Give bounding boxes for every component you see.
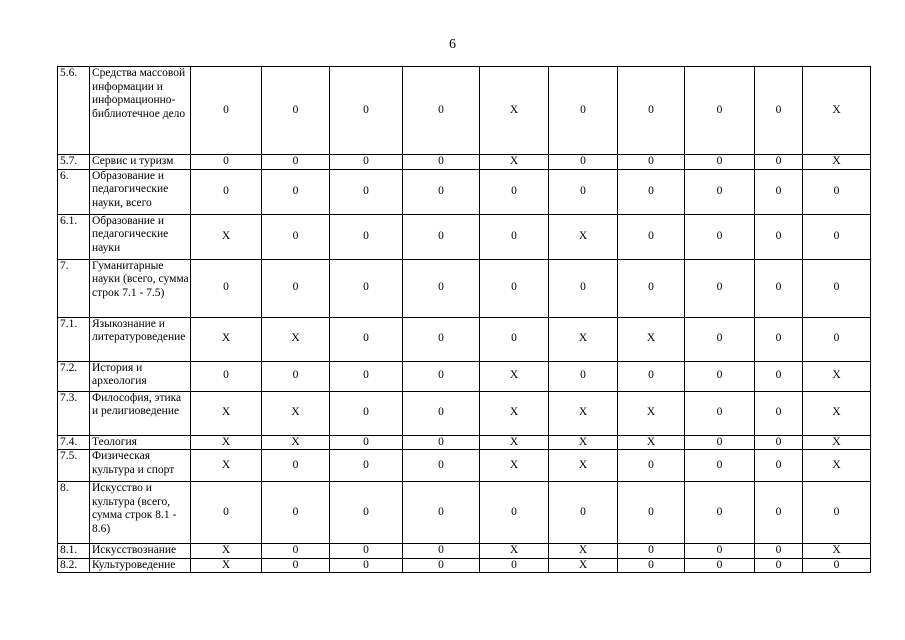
row-name: Теология bbox=[90, 435, 191, 450]
row-name: Культуроведение bbox=[90, 558, 191, 573]
value-cell: 0 bbox=[480, 317, 549, 361]
value-cell: 0 bbox=[330, 482, 403, 544]
value-cell: X bbox=[191, 544, 262, 559]
value-cell: 0 bbox=[262, 544, 330, 559]
value-cell: 0 bbox=[549, 482, 618, 544]
row-code: 6.1. bbox=[58, 214, 90, 259]
row-code: 7. bbox=[58, 259, 90, 317]
value-cell: 0 bbox=[191, 67, 262, 155]
value-cell: X bbox=[191, 435, 262, 450]
value-cell: 0 bbox=[755, 558, 803, 573]
row-name: Средства массовой информации и информационно-библиотечное дело bbox=[90, 67, 191, 155]
value-cell: 0 bbox=[262, 169, 330, 214]
value-cell: 0 bbox=[480, 214, 549, 259]
value-cell: 0 bbox=[618, 544, 685, 559]
row-name: История и археология bbox=[90, 361, 191, 391]
row-code: 8.2. bbox=[58, 558, 90, 573]
value-cell: X bbox=[480, 450, 549, 482]
value-cell: 0 bbox=[618, 214, 685, 259]
value-cell: 0 bbox=[803, 558, 871, 573]
value-cell: 0 bbox=[191, 482, 262, 544]
row-code: 7.3. bbox=[58, 391, 90, 435]
value-cell: 0 bbox=[403, 391, 480, 435]
value-cell: X bbox=[480, 435, 549, 450]
value-cell: 0 bbox=[755, 67, 803, 155]
table-row bbox=[58, 214, 871, 259]
value-cell: 0 bbox=[803, 169, 871, 214]
row-code: 8. bbox=[58, 482, 90, 544]
value-cell: 0 bbox=[403, 482, 480, 544]
row-name: Физическая культура и спорт bbox=[90, 450, 191, 482]
value-cell: 0 bbox=[685, 155, 755, 170]
value-cell: 0 bbox=[803, 259, 871, 317]
value-cell: 0 bbox=[262, 214, 330, 259]
value-cell: 0 bbox=[262, 361, 330, 391]
value-cell: 0 bbox=[618, 67, 685, 155]
value-cell: 0 bbox=[755, 169, 803, 214]
table-row bbox=[58, 155, 871, 170]
value-cell: 0 bbox=[549, 259, 618, 317]
value-cell: 0 bbox=[685, 450, 755, 482]
value-cell: 0 bbox=[403, 155, 480, 170]
value-cell: 0 bbox=[262, 67, 330, 155]
value-cell: 0 bbox=[330, 317, 403, 361]
value-cell: X bbox=[480, 391, 549, 435]
value-cell: 0 bbox=[618, 259, 685, 317]
value-cell: X bbox=[480, 361, 549, 391]
value-cell: X bbox=[803, 67, 871, 155]
row-code: 8.1. bbox=[58, 544, 90, 559]
value-cell: 0 bbox=[685, 67, 755, 155]
value-cell: 0 bbox=[803, 482, 871, 544]
value-cell: X bbox=[480, 67, 549, 155]
value-cell: 0 bbox=[755, 317, 803, 361]
value-cell: X bbox=[549, 391, 618, 435]
row-code: 7.4. bbox=[58, 435, 90, 450]
table-row bbox=[58, 259, 871, 317]
value-cell: X bbox=[480, 155, 549, 170]
value-cell: X bbox=[191, 391, 262, 435]
value-cell: X bbox=[191, 450, 262, 482]
row-code: 7.2. bbox=[58, 361, 90, 391]
value-cell: 0 bbox=[755, 214, 803, 259]
value-cell: 0 bbox=[330, 214, 403, 259]
row-code: 7.5. bbox=[58, 450, 90, 482]
value-cell: 0 bbox=[330, 544, 403, 559]
value-cell: 0 bbox=[330, 259, 403, 317]
value-cell: 0 bbox=[330, 67, 403, 155]
value-cell: 0 bbox=[403, 259, 480, 317]
row-name: Философия, этика и религиоведение bbox=[90, 391, 191, 435]
row-code: 6. bbox=[58, 169, 90, 214]
value-cell: X bbox=[618, 391, 685, 435]
value-cell: X bbox=[549, 558, 618, 573]
value-cell: X bbox=[480, 544, 549, 559]
value-cell: 0 bbox=[685, 558, 755, 573]
value-cell: X bbox=[549, 214, 618, 259]
row-name: Образование и педагогические науки, всего bbox=[90, 169, 191, 214]
row-code: 7.1. bbox=[58, 317, 90, 361]
value-cell: 0 bbox=[191, 155, 262, 170]
value-cell: 0 bbox=[262, 155, 330, 170]
value-cell: 0 bbox=[330, 169, 403, 214]
value-cell: 0 bbox=[330, 155, 403, 170]
value-cell: X bbox=[803, 361, 871, 391]
value-cell: 0 bbox=[618, 361, 685, 391]
table-row bbox=[58, 391, 871, 435]
value-cell: X bbox=[618, 435, 685, 450]
value-cell: 0 bbox=[685, 361, 755, 391]
table-row bbox=[58, 558, 871, 573]
value-cell: 0 bbox=[755, 361, 803, 391]
value-cell: X bbox=[803, 544, 871, 559]
row-code: 5.7. bbox=[58, 155, 90, 170]
value-cell: 0 bbox=[262, 482, 330, 544]
value-cell: X bbox=[618, 317, 685, 361]
value-cell: X bbox=[549, 450, 618, 482]
value-cell: 0 bbox=[191, 169, 262, 214]
table-row bbox=[58, 482, 871, 544]
value-cell: 0 bbox=[803, 214, 871, 259]
value-cell: X bbox=[803, 450, 871, 482]
value-cell: 0 bbox=[403, 558, 480, 573]
value-cell: 0 bbox=[755, 259, 803, 317]
value-cell: 0 bbox=[330, 361, 403, 391]
value-cell: 0 bbox=[480, 169, 549, 214]
value-cell: X bbox=[191, 317, 262, 361]
row-name: Искусствознание bbox=[90, 544, 191, 559]
value-cell: X bbox=[191, 558, 262, 573]
row-name: Сервис и туризм bbox=[90, 155, 191, 170]
value-cell: 0 bbox=[403, 450, 480, 482]
value-cell: 0 bbox=[403, 435, 480, 450]
value-cell: 0 bbox=[262, 259, 330, 317]
value-cell: 0 bbox=[262, 450, 330, 482]
value-cell: 0 bbox=[330, 435, 403, 450]
value-cell: X bbox=[549, 544, 618, 559]
table-row bbox=[58, 544, 871, 559]
value-cell: 0 bbox=[191, 361, 262, 391]
value-cell: 0 bbox=[262, 558, 330, 573]
value-cell: X bbox=[803, 391, 871, 435]
value-cell: 0 bbox=[330, 391, 403, 435]
value-cell: 0 bbox=[403, 361, 480, 391]
value-cell: 0 bbox=[330, 450, 403, 482]
value-cell: X bbox=[262, 435, 330, 450]
value-cell: 0 bbox=[685, 435, 755, 450]
value-cell: 0 bbox=[618, 169, 685, 214]
row-name: Языкознание и литературоведение bbox=[90, 317, 191, 361]
value-cell: 0 bbox=[685, 391, 755, 435]
value-cell: 0 bbox=[618, 155, 685, 170]
value-cell: 0 bbox=[549, 67, 618, 155]
value-cell: 0 bbox=[685, 259, 755, 317]
value-cell: X bbox=[191, 214, 262, 259]
value-cell: 0 bbox=[685, 544, 755, 559]
value-cell: 0 bbox=[330, 558, 403, 573]
value-cell: X bbox=[549, 435, 618, 450]
value-cell: X bbox=[262, 317, 330, 361]
table-row bbox=[58, 317, 871, 361]
value-cell: 0 bbox=[480, 558, 549, 573]
value-cell: 0 bbox=[755, 482, 803, 544]
value-cell: 0 bbox=[755, 544, 803, 559]
table-row bbox=[58, 169, 871, 214]
value-cell: X bbox=[803, 155, 871, 170]
value-cell: X bbox=[262, 391, 330, 435]
value-cell: 0 bbox=[480, 259, 549, 317]
table-row bbox=[58, 361, 871, 391]
value-cell: 0 bbox=[403, 214, 480, 259]
row-code: 5.6. bbox=[58, 67, 90, 155]
table-row bbox=[58, 67, 871, 155]
value-cell: 0 bbox=[685, 482, 755, 544]
value-cell: 0 bbox=[685, 317, 755, 361]
value-cell: 0 bbox=[403, 317, 480, 361]
value-cell: 0 bbox=[549, 361, 618, 391]
value-cell: 0 bbox=[685, 214, 755, 259]
page-number: 6 bbox=[449, 37, 456, 52]
value-cell: 0 bbox=[480, 482, 549, 544]
value-cell: 0 bbox=[191, 259, 262, 317]
value-cell: 0 bbox=[755, 155, 803, 170]
value-cell: 0 bbox=[403, 169, 480, 214]
row-name: Гуманитарные науки (всего, сумма строк 7.1 - 7.5) bbox=[90, 259, 191, 317]
value-cell: 0 bbox=[549, 169, 618, 214]
value-cell: 0 bbox=[618, 558, 685, 573]
value-cell: 0 bbox=[403, 67, 480, 155]
value-cell: 0 bbox=[755, 435, 803, 450]
value-cell: 0 bbox=[618, 450, 685, 482]
value-cell: X bbox=[549, 317, 618, 361]
value-cell: 0 bbox=[403, 544, 480, 559]
row-name: Образование и педагогические науки bbox=[90, 214, 191, 259]
value-cell: 0 bbox=[803, 317, 871, 361]
row-name: Искусство и культура (всего, сумма строк 8.1 - 8.6) bbox=[90, 482, 191, 544]
value-cell: 0 bbox=[618, 482, 685, 544]
value-cell: 0 bbox=[685, 169, 755, 214]
value-cell: 0 bbox=[755, 450, 803, 482]
value-cell: 0 bbox=[755, 391, 803, 435]
value-cell: 0 bbox=[549, 155, 618, 170]
table-row bbox=[58, 435, 871, 450]
table-row bbox=[58, 450, 871, 482]
data-table bbox=[57, 66, 871, 573]
value-cell: X bbox=[803, 435, 871, 450]
